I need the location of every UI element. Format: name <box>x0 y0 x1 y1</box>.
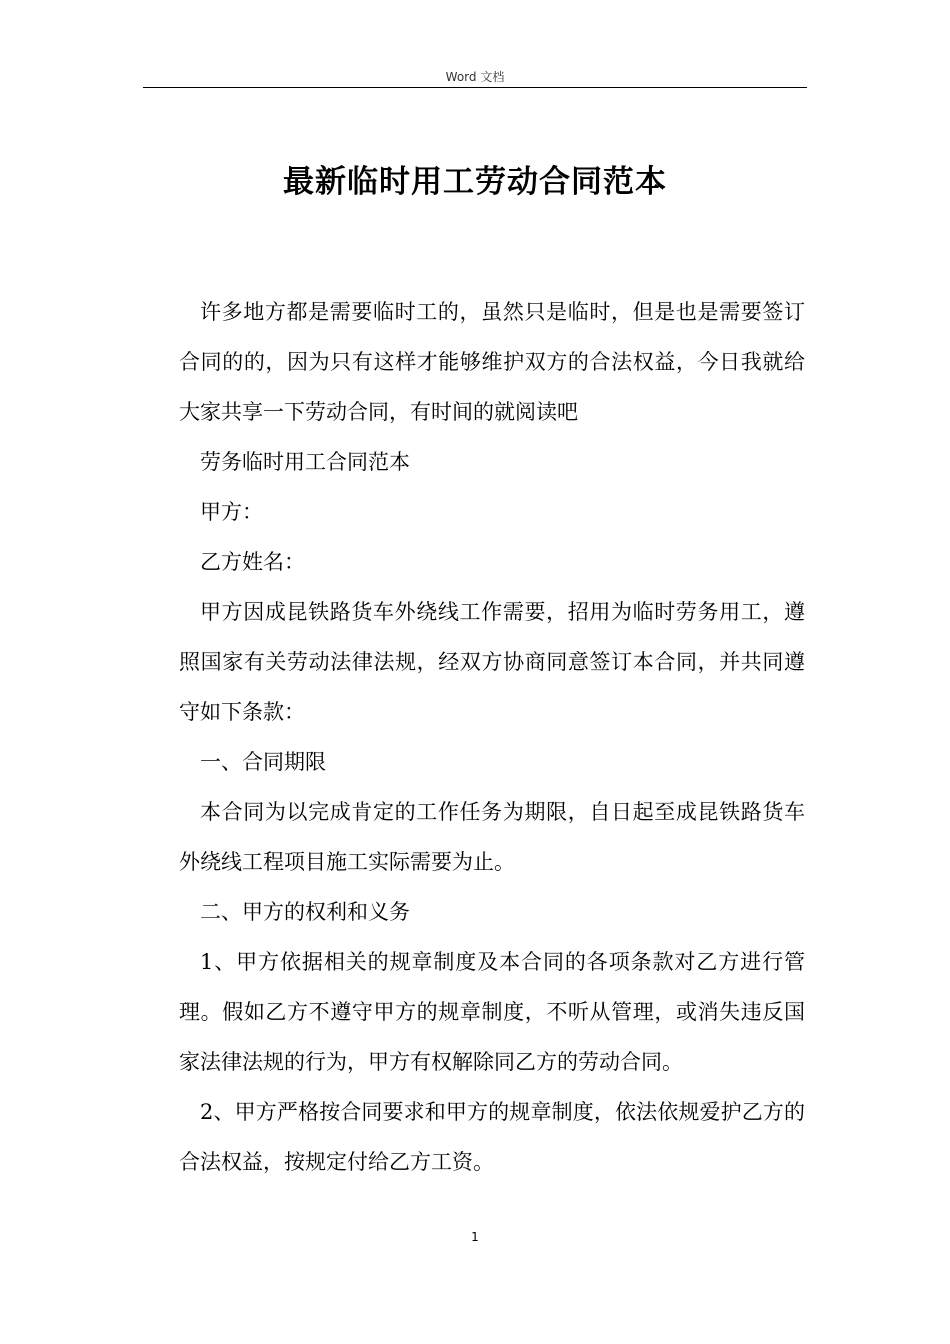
paragraph: 本合同为以完成肯定的工作任务为期限，自日起至成昆铁路货车外绕线工程项目施工实际需要为止。 <box>179 800 805 874</box>
paragraph: 2、甲方严格按合同要求和甲方的规章制度，依法依规爱护乙方的合法权益，按规定付给乙方工资。 <box>179 1100 805 1174</box>
header-divider <box>143 87 807 88</box>
document-title: 最新临时用工劳动合同范本 <box>283 164 667 200</box>
paragraph: 甲方： <box>200 500 263 524</box>
paragraph: 乙方姓名： <box>200 550 305 574</box>
page-number: 1 <box>471 1230 479 1244</box>
document-body <box>179 287 805 1187</box>
paragraph: 一、合同期限 <box>200 750 326 774</box>
header-label: Word 文档 <box>445 70 505 84</box>
paragraph: 1、甲方依据相关的规章制度及本合同的各项条款对乙方进行管理。假如乙方不遵守甲方的规章制度，不听从管理，或消失违反国家法律法规的行为，甲方有权解除同乙方的劳动合同。 <box>179 950 805 1074</box>
paragraph: 甲方因成昆铁路货车外绕线工作需要，招用为临时劳务用工，遵照国家有关劳动法律法规，经双方协商同意签订本合同，并共同遵守如下条款： <box>179 600 805 724</box>
paragraph: 二、甲方的权利和义务 <box>200 900 410 924</box>
paragraph: 劳务临时用工合同范本 <box>200 450 410 474</box>
paragraph: 许多地方都是需要临时工的，虽然只是临时，但是也是需要签订合同的的，因为只有这样才能够维护双方的合法权益，今日我就给大家共享一下劳动合同，有时间的就阅读吧 <box>179 300 805 424</box>
